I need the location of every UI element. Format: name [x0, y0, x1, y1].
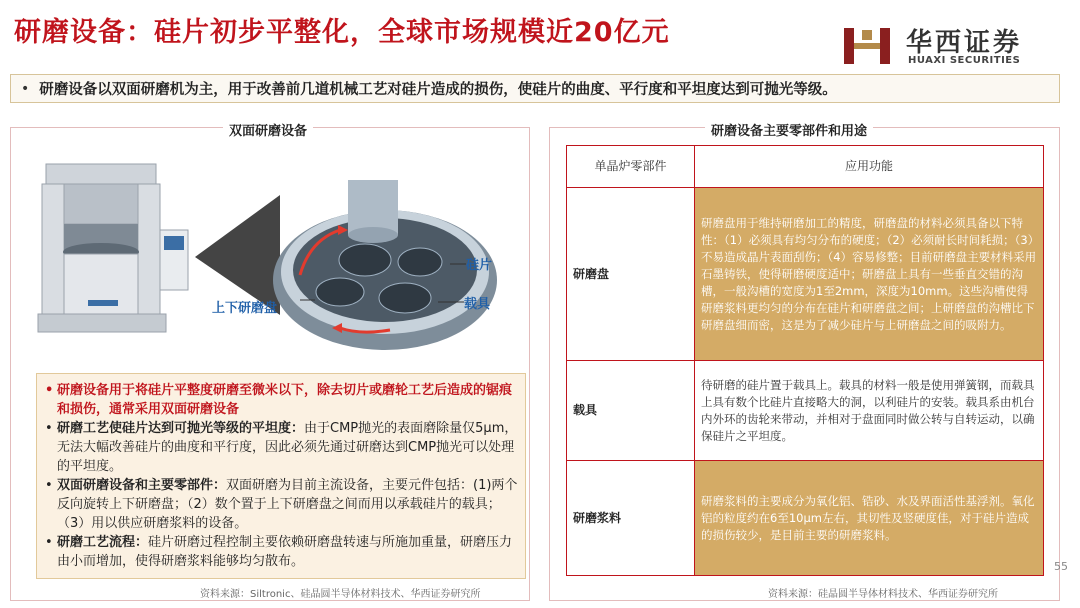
right-source-note: 资料来源：硅晶圆半导体材料技术、华西证券研究所 [768, 589, 998, 600]
column-header-function: 应用功能 [695, 146, 1044, 188]
note-item: • 双面研磨设备和主要零部件：双面研磨为目前主流设备，主要元件包括：(1)两个反向旋转上下研磨盘；（2）数个置于上下研磨盘之间而用以承载硅片的载具；（3）用以供应研磨浆料的设备。 [45, 478, 518, 531]
huaxi-logo-icon [842, 24, 892, 68]
logo-chinese-name: 华西证券 [906, 28, 1023, 58]
column-header-part: 单晶炉零部件 [567, 146, 695, 188]
note-item: • 研磨工艺流程：硅片研磨过程控制主要依赖研磨盘转速与所施加重量，研磨压力由小而增加，使得研磨浆料能够均匀散布。 [45, 535, 513, 569]
part-function: 待研磨的硅片置于载具上。载具的材料一般是使用弹簧钢，而载具上具有数个比硅片直接略大的洞，以利硅片的安装。载具系由机台内外环的齿轮来带动，并相对于盘面同时做公转与自转运动，以确保硅片之平坦度。 [695, 361, 1044, 461]
right-panel-title: 研磨设备主要零部件和用途 [705, 120, 873, 139]
left-source-note: 资料来源：Siltronic、硅晶圆半导体材料技术、华西证券研究所 [200, 589, 481, 600]
page-number: 55 [1054, 560, 1068, 573]
part-name: 载具 [567, 361, 695, 461]
summary-bullet: • [21, 80, 30, 97]
parts-table [566, 145, 1044, 576]
label-wafer: 硅片 [466, 258, 493, 273]
table-row [567, 188, 1044, 361]
page-title: 研磨设备：硅片初步平整化，全球市场规模近20亿元 [14, 17, 670, 48]
part-name: 研磨盘 [567, 188, 695, 361]
double-side-grinder-image [28, 160, 198, 338]
company-logo [842, 24, 1072, 68]
summary-bar [10, 74, 1060, 103]
part-name: 研磨浆料 [567, 461, 695, 576]
table-row [567, 361, 1044, 461]
part-function: 研磨浆料的主要成分为氧化铝、锆砂、水及界面活性基浮剂。氧化铝的粒度约在6至10μm左右，其切性及竖硬度佳，对于硅片造成的损伤较少，是目前主要的研磨浆料。 [695, 461, 1044, 576]
table-row [567, 461, 1044, 576]
note-item: • 研磨设备用于将硅片平整度研磨至微米以下，除去切片或磨轮工艺后造成的锯痕和损伤，通常采用双面研磨设备 [45, 383, 513, 417]
logo-english-name: HUAXI SECURITIES [908, 55, 1021, 66]
table-header-row [567, 146, 1044, 188]
summary-text: 研磨设备以双面研磨机为主，用于改善前几道机械工艺对硅片造成的损伤，使硅片的曲度、平行度和平坦度达到可抛光等级。 [39, 82, 837, 98]
label-grinding-disc: 上下研磨盘 [212, 301, 278, 316]
label-carrier: 载具 [464, 297, 491, 312]
note-item: • 研磨工艺使硅片达到可抛光等级的平坦度：由于CMP抛光的表面磨除量仅5μm，无法大幅改善硅片的曲度和平行度，因此必须先通过研磨达到CMP抛光可以处理的平坦度。 [45, 421, 518, 474]
process-notes-box [36, 373, 526, 579]
part-function: 研磨盘用于维持研磨加工的精度，研磨盘的材料必须具备以下特性：（1）必须具有均匀分布的硬度；（2）必须耐长时间耗损；（3）不易造成晶片表面刮伤；（4）容易修整；目前研磨盘主要材料采用石墨铸铁，使得研磨硬度适中；研磨盘上具有一些垂直交错的沟槽，一般沟槽的宽度为1至2mm，深度为10mm。这些沟槽使得研磨浆料更均匀的分布在硅片和研磨盘之间；上研磨盘的沟槽比下研磨盘细而密，这是为了减少硅片与上研磨盘之间的吸附力。 [695, 188, 1044, 361]
left-panel-title: 双面研磨设备 [223, 120, 313, 139]
